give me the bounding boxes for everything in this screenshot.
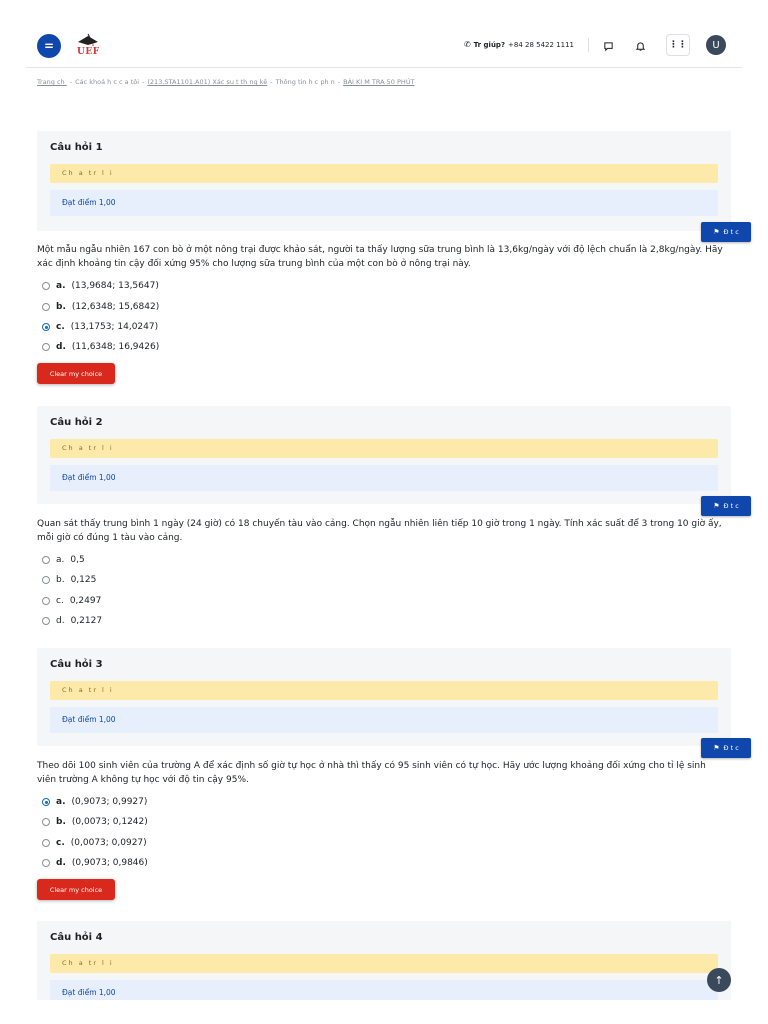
- flag-label: Đ t c: [723, 228, 739, 236]
- site-logo[interactable]: [76, 33, 100, 59]
- breadcrumb-course[interactable]: (213.STA1101.A01) Xác su t th ng kê: [147, 78, 268, 86]
- avatar[interactable]: U: [706, 35, 726, 55]
- answer-option[interactable]: c. (0,0073; 0,0927): [42, 838, 147, 848]
- help-phone: +84 28 5422 1111: [508, 40, 574, 49]
- question-grade: Đạt điểm 1,00: [50, 190, 718, 216]
- menu-icon[interactable]: =: [37, 34, 61, 58]
- question-state: Ch a tr l i: [50, 164, 718, 183]
- question-grade: Đạt điểm 1,00: [50, 980, 718, 1000]
- help-link[interactable]: [464, 40, 574, 49]
- bell-icon[interactable]: [629, 35, 651, 57]
- answer-option[interactable]: b. 0,125: [42, 575, 96, 585]
- flag-label: Đ t c: [723, 744, 739, 752]
- question-text: Theo dõi 100 sinh viên của trường A để xác định số giờ tự học ở nhà thì thấy có 95 sinh viên có tự học. Hãy ước lượng khoảng đối xứng cho tỉ lệ sinh viên trường A không tự học với độ tin cậy 95%.: [37, 761, 706, 785]
- radio-button[interactable]: [42, 617, 50, 625]
- answer-option[interactable]: b. (12,6348; 15,6842): [42, 302, 159, 312]
- radio-button[interactable]: [42, 556, 50, 564]
- breadcrumb-course-info[interactable]: Thông tin h c ph n: [275, 78, 335, 86]
- clear-choice-button[interactable]: Clear my choice: [37, 363, 115, 384]
- radio-button[interactable]: [42, 303, 50, 311]
- logo-text: UEF: [77, 47, 100, 57]
- apps-grid-icon[interactable]: ⋮⋮: [666, 34, 690, 56]
- flag-icon: ⚑: [713, 228, 720, 236]
- flag-icon: ⚑: [713, 744, 720, 752]
- top-navbar: [26, 0, 742, 68]
- question-info-card: [37, 921, 731, 1000]
- flag-icon: ⚑: [713, 502, 720, 510]
- breadcrumb-quiz[interactable]: BÀI KI M TRA 50 PHÚT: [343, 78, 415, 86]
- breadcrumb-my-courses[interactable]: Các khoá h c c a tôi: [75, 78, 140, 86]
- radio-button[interactable]: [42, 818, 50, 826]
- radio-button[interactable]: [42, 576, 50, 584]
- flag-label: Đ t c: [723, 502, 739, 510]
- answer-option[interactable]: a. 0,5: [42, 555, 85, 565]
- question-title: Câu hỏi 1: [50, 142, 103, 153]
- clear-choice-button[interactable]: Clear my choice: [37, 879, 115, 900]
- radio-button[interactable]: [42, 282, 50, 290]
- answer-option[interactable]: a. (0,9073; 0,9927): [42, 797, 147, 807]
- question-state: Ch a tr l i: [50, 681, 718, 700]
- question-grade: Đạt điểm 1,00: [50, 465, 718, 491]
- question-title: Câu hỏi 2: [50, 417, 103, 428]
- answer-option[interactable]: d. (0,9073; 0,9846): [42, 858, 148, 868]
- chat-icon[interactable]: [597, 35, 619, 57]
- question-state: Ch a tr l i: [50, 439, 718, 458]
- radio-button[interactable]: [42, 597, 50, 605]
- question-info-card: [37, 406, 731, 504]
- answer-option[interactable]: c. (13,1753; 14,0247): [42, 322, 158, 332]
- question-title: Câu hỏi 4: [50, 932, 103, 943]
- question-info-card: [37, 131, 731, 231]
- divider: [588, 38, 589, 52]
- breadcrumb: Trang ch - Các khoá h c c a tôi - (213.STA1101.A01) Xác su t th ng kê - Thông tin h c ph n - BÀI KI M TRA 50 PHÚT: [37, 78, 415, 86]
- answer-option[interactable]: b. (0,0073; 0,1242): [42, 817, 148, 827]
- question-grade: Đạt điểm 1,00: [50, 707, 718, 733]
- radio-button[interactable]: [42, 859, 50, 867]
- breadcrumb-home[interactable]: Trang ch: [37, 78, 67, 86]
- answer-option[interactable]: a. (13,9684; 13,5647): [42, 281, 159, 291]
- question-text: Quan sát thấy trung bình 1 ngày (24 giờ) có 18 chuyến tàu vào cảng. Chọn ngẫu nhiên liên tiếp 10 giờ trong 1 ngày. Tính xác suất để 3 trong 10 giờ ấy, mỗi giờ có đúng 1 tàu vào cảng.: [37, 519, 722, 543]
- flag-question-button[interactable]: [701, 738, 751, 758]
- question-info-card: [37, 648, 731, 746]
- radio-button[interactable]: [42, 798, 50, 806]
- arrow-up-icon[interactable]: ↑: [707, 968, 731, 992]
- flag-question-button[interactable]: [701, 496, 751, 516]
- help-label: Tr giúp?: [473, 40, 506, 49]
- question-title: Câu hỏi 3: [50, 659, 103, 670]
- flag-question-button[interactable]: [701, 222, 751, 242]
- phone-icon: ✆: [463, 40, 471, 49]
- question-text: Một mẫu ngẫu nhiên 167 con bò ở một nông trại được khảo sát, người ta thấy lượng sữa trung bình là 13,6kg/ngày với độ lệch chuẩn là 2,8kg/ngày. Hãy xác định khoảng tin cậy đối xứng 95% cho lượng sữa trung bình của một con bò ở nông trại này.: [37, 245, 723, 269]
- radio-button[interactable]: [42, 343, 50, 351]
- question-state: Ch a tr l i: [50, 954, 718, 973]
- radio-button[interactable]: [42, 839, 50, 847]
- answer-option[interactable]: d. (11,6348; 16,9426): [42, 342, 159, 352]
- answer-option[interactable]: c. 0,2497: [42, 596, 101, 606]
- answer-option[interactable]: d. 0,2127: [42, 616, 102, 626]
- radio-button[interactable]: [42, 323, 50, 331]
